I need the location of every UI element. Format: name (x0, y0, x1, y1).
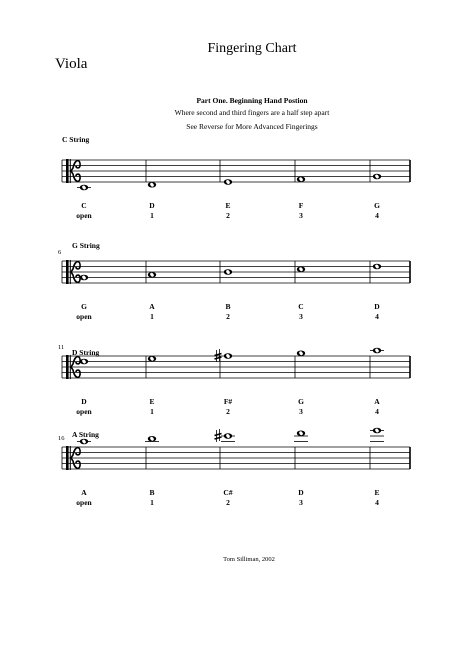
note-name: C (81, 201, 87, 210)
instrument-name: Viola (55, 56, 88, 72)
measure-number: 16 (58, 435, 65, 442)
note-name: D (374, 302, 380, 311)
note-name: F (298, 201, 304, 210)
whole-note (148, 436, 156, 442)
finger-number: 2 (226, 312, 230, 321)
finger-number: 2 (226, 498, 230, 507)
finger-number: 3 (299, 312, 303, 321)
finger-number: open (76, 407, 92, 416)
measure-number: 6 (58, 249, 62, 256)
footer-credit: Tom Silliman, 2002 (223, 556, 275, 563)
whole-note (80, 439, 88, 445)
finger-number: 4 (375, 211, 379, 220)
note-name: A (374, 397, 380, 406)
note-name: G (81, 302, 87, 311)
finger-number: 1 (150, 211, 154, 220)
note-name: B (225, 302, 231, 311)
finger-number: open (76, 211, 92, 220)
note-name: G (374, 201, 380, 210)
note-name: E (149, 397, 155, 406)
string-label: A String (72, 430, 99, 439)
note-name: D (298, 488, 304, 497)
note-name: C# (223, 488, 233, 497)
finger-number: 4 (375, 498, 379, 507)
finger-number: 3 (299, 407, 303, 416)
finger-number: 3 (299, 498, 303, 507)
note-name: D (149, 201, 155, 210)
subtitle: Where second and third fingers are a half step apart (174, 108, 330, 117)
finger-number: open (76, 312, 92, 321)
reverse-note: See Reverse for More Advanced Fingerings (186, 122, 318, 131)
string-label: C String (62, 135, 90, 144)
note-name: B (149, 488, 155, 497)
whole-note (373, 428, 381, 434)
note-name: E (225, 201, 231, 210)
finger-number: 4 (375, 312, 379, 321)
note-name: C (298, 302, 304, 311)
finger-number: 1 (150, 407, 154, 416)
whole-note (224, 433, 232, 439)
finger-number: 1 (150, 498, 154, 507)
note-name: E (374, 488, 380, 497)
part-title: Part One. Beginning Hand Postion (196, 96, 308, 105)
note-name: G (298, 397, 304, 406)
page-title: Fingering Chart (207, 41, 297, 56)
sharp-icon (215, 429, 222, 442)
note-name: A (149, 302, 155, 311)
finger-number: 2 (226, 407, 230, 416)
note-name: D (81, 397, 87, 406)
string-label: G String (72, 241, 100, 250)
finger-number: 3 (299, 211, 303, 220)
note-name: A (81, 488, 87, 497)
note-name: F# (223, 397, 233, 406)
string-label: D String (72, 348, 100, 357)
finger-number: open (76, 498, 92, 507)
finger-number: 1 (150, 312, 154, 321)
measure-number: 11 (58, 344, 65, 351)
finger-number: 4 (375, 407, 379, 416)
whole-note (297, 430, 305, 436)
finger-number: 2 (226, 211, 230, 220)
